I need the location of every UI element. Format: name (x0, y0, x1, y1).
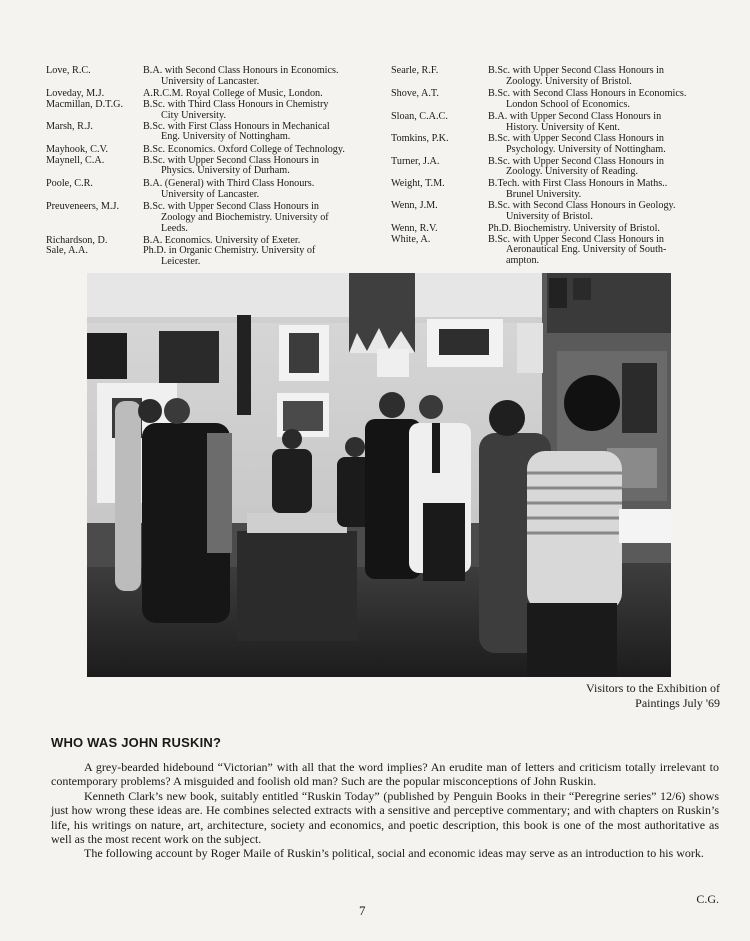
graduate-degree: B.Sc. with Upper Second Class Honours in Zoology. University of Reading. (488, 155, 665, 178)
graduate-name: Macmillan, D.T.G. (46, 99, 124, 111)
list-item (46, 122, 386, 143)
graduate-name: Sale, A.A. (46, 245, 88, 257)
graduate-name: Loveday, M.J. (46, 88, 105, 100)
graduate-degree: B.Sc. with Upper Second Class Honours in Physics. University of Durham. (143, 154, 320, 177)
graduate-name: Love, R.C. (46, 65, 91, 76)
graduate-degree: Ph.D. in Organic Chemistry. University of Leicester. (143, 245, 316, 267)
graduate-degree: B.Sc. with Second Class Honours in Economics. London School of Economics. (488, 88, 687, 111)
graduate-name: Turner, J.A. (391, 155, 440, 167)
article-paragraph: Kenneth Clark’s new book, suitably entitled “Ruskin Today” (published by Penguin Books in their “Peregrine series” 12/6) shows just how wrong these ideas are. He combines selected extracts with a sensitive and perceptive commentary; and with chapters on Ruskin’s life, his writings on nature, art, architecture, society and economics, and poetic description, this book is one of the most authoritative as well as the most recent work on the subject. (51, 788, 719, 847)
list-item (46, 100, 386, 121)
list-item (391, 201, 721, 222)
article-heading: WHO WAS JOHN RUSKIN? (51, 735, 222, 750)
article-paragraph: A grey-bearded hidebound “Victorian” with all that the word implies? An erudite man of letters and criticism totally irrelevant to contemporary problems? A misguided and foolish old man? Such are the popular misconceptions of John Ruskin. (51, 760, 719, 789)
graduate-degree: B.Tech. with First Class Honours in Maths.. Brunel University. (488, 178, 668, 200)
graduate-degree: B.Sc. with Upper Second Class Honours in Zoology. University of Bristol. (488, 65, 665, 87)
graduate-degree: B.A. (General) with Third Class Honours. University of Lancaster. (143, 178, 315, 200)
list-item (391, 66, 721, 87)
graduate-degree: B.Sc. Economics. Oxford College of Technology. (143, 143, 345, 155)
list-item (46, 202, 386, 234)
graduate-name: Poole, C.R. (46, 178, 93, 190)
graduate-name: Maynell, C.A. (46, 154, 105, 166)
list-item (46, 246, 386, 267)
list-item (391, 112, 721, 133)
list-item (391, 235, 721, 267)
graduate-degree: B.Sc. with Upper Second Class Honours in Zoology and Biochemistry. University of Leeds. (143, 201, 329, 234)
graduate-name: Weight, T.M. (391, 178, 445, 190)
graduate-name: Richardson, D. (46, 234, 108, 246)
graduate-degree: B.Sc. with Upper Second Class Honours in Aeronautical Eng. University of South- ampton. (488, 233, 667, 266)
list-item (391, 134, 721, 155)
page-number: 7 (359, 903, 366, 918)
graduate-name: Wenn, R.V. (391, 222, 438, 234)
graduate-degree: B.A. with Upper Second Class Honours in History. University of Kent. (488, 110, 662, 133)
graduate-name: Shove, A.T. (391, 88, 439, 100)
graduate-degree: B.Sc. with Second Class Honours in Geology. University of Bristol. (488, 200, 676, 223)
article-paragraph: The following account by Roger Maile of Ruskin’s political, social and economic ideas may serve as an introduction to his work. (84, 846, 704, 861)
graduate-degree: B.A. with Second Class Honours in Economics. University of Lancaster. (143, 65, 339, 87)
graduate-degree: B.A. Economics. University of Exeter. (143, 234, 301, 246)
exhibition-photo (87, 273, 671, 677)
graduate-degree: Ph.D. Biochemistry. University of Bristol. (488, 222, 660, 234)
graduate-name: Tomkins, P.K. (391, 133, 449, 145)
photo-caption: Visitors to the Exhibition of Paintings July '69 (586, 681, 720, 710)
exhibition-photo-drawing (87, 273, 671, 677)
list-item (46, 156, 386, 177)
article-body (51, 760, 719, 861)
graduate-name: Wenn, J.M. (391, 200, 438, 212)
graduate-name: Preuveneers, M.J. (46, 201, 119, 213)
graduate-degree: A.R.C.M. Royal College of Music, London. (143, 88, 323, 100)
graduates-list-left (46, 66, 386, 268)
graduates-list-right (391, 66, 721, 267)
graduate-name: Mayhook, C.V. (46, 143, 109, 155)
graduate-name: Marsh, R.J. (46, 120, 93, 132)
graduate-degree: B.Sc. with First Class Honours in Mechanical Eng. University of Nottingham. (143, 120, 330, 143)
list-item (391, 89, 721, 110)
graduate-name: White, A. (391, 233, 431, 245)
list-item (391, 157, 721, 178)
author-initials: C.G. (696, 892, 719, 906)
list-item (46, 179, 386, 200)
list-item (391, 179, 721, 200)
graduate-degree: B.Sc. with Upper Second Class Honours in Psychology. University of Nottingham. (488, 133, 666, 155)
graduate-name: Searle, R.F. (391, 65, 439, 76)
list-item (46, 66, 386, 87)
graduate-degree: B.Sc. with Third Class Honours in Chemistry City University. (143, 99, 329, 121)
graduate-name: Sloan, C.A.C. (391, 110, 448, 122)
